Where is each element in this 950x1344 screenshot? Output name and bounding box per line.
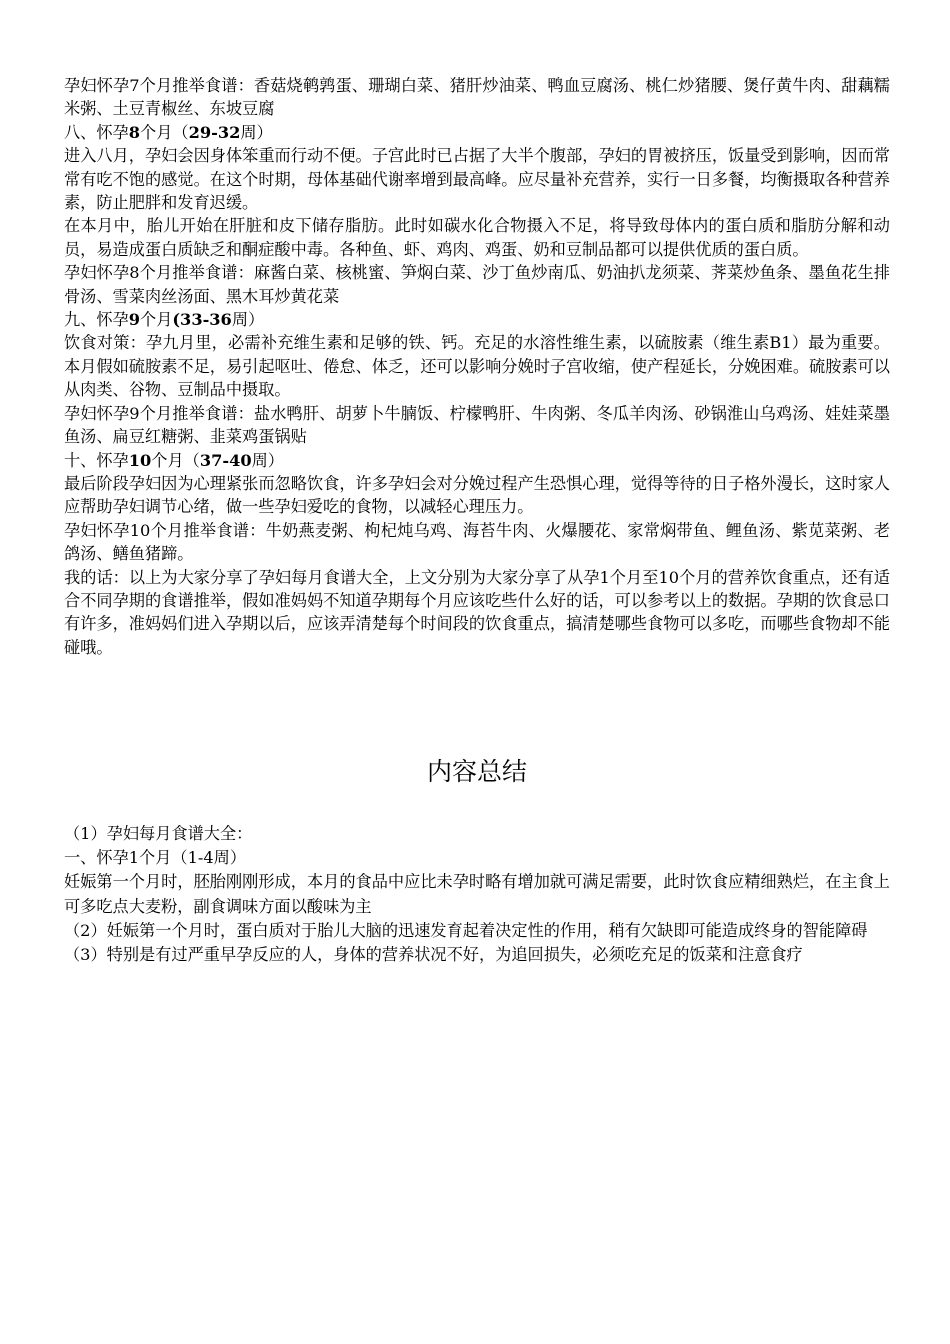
summary-item-1: （1）孕妇每月食谱大全： <box>64 824 253 843</box>
month9-heading-weeks: (33-36 <box>172 310 232 330</box>
summary-section <box>64 822 890 967</box>
month9-paragraph-1: 饮食对策：孕九月里，必需补充维生素和足够的铁、钙。充足的水溶性维生素，以硫胺素（维生素B1）最为重要。本月假如硫胺素不足，易引起呕吐、倦怠、体乏，还可以影响分娩时子宫收缩，使产程延长，分娩困难。硫胺素可以从肉类、谷物、豆制品中摄取。 <box>64 333 890 400</box>
month9-heading-mid: 个月 <box>140 310 173 330</box>
month10-heading-prefix: 十、怀孕 <box>64 450 129 470</box>
summary-item-1-body: 妊娠第一个月时，胚胎刚刚形成，本月的食品中应比未孕时略有增加就可满足需要，此时饮食应精细熟烂，在主食上可多吃点大麦粉，副食调味方面以酸味为主 <box>64 872 890 916</box>
summary-item-1-heading: 一、怀孕1个月（1-4周） <box>64 848 247 868</box>
month8-heading-weeks: 29-32 <box>188 122 241 142</box>
month9-heading-num: 9 <box>128 310 141 330</box>
document-body <box>64 74 890 965</box>
month10-heading-num: 10 <box>128 450 152 470</box>
month10-heading-suffix: 周） <box>251 450 284 470</box>
month7-recipes: 孕妇怀孕7个月推举食谱：香菇烧鹌鹑蛋、珊瑚白菜、猪肝炒油菜、鸭血豆腐汤、桃仁炒猪腰、煲仔黄牛肉、甜藕糯米粥、土豆青椒丝、东坡豆腐 <box>64 76 890 119</box>
month10-heading-mid: 个月（ <box>151 450 200 470</box>
month8-recipes: 孕妇怀孕8个月推举食谱：麻酱白菜、核桃蜜、笋焖白菜、沙丁鱼炒南瓜、奶油扒龙须菜、荠菜炒鱼条、墨鱼花生排骨汤、雪菜肉丝汤面、黑木耳炒黄花菜 <box>64 263 890 306</box>
month8-paragraph-2: 在本月中，胎儿开始在肝脏和皮下储存脂肪。此时如碳水化合物摄入不足，将导致母体内的蛋白质和脂肪分解和动员，易造成蛋白质缺乏和酮症酸中毒。各种鱼、虾、鸡肉、鸡蛋、奶和豆制品都可以提供优质的蛋白质。 <box>64 216 890 259</box>
month9-heading-prefix: 九、怀孕 <box>64 310 129 330</box>
month8-heading-suffix: 周） <box>240 122 273 142</box>
month8-heading <box>64 121 890 144</box>
summary-title: 内容总结 <box>426 757 527 786</box>
month8-heading-num: 8 <box>128 122 141 142</box>
month8-paragraph-1: 进入八月，孕妇会因身体笨重而行动不便。子宫此时已占据了大半个腹部，孕妇的胃被挤压，饭量受到影响，因而常常有吃不饱的感觉。在这个时期，母体基础代谢率增到最高峰。应尽量补充营养，实行一日多餐，均衡摄取各种营养素，防止肥胖和发育迟缓。 <box>64 146 890 213</box>
month8-heading-prefix: 八、怀孕 <box>64 122 129 142</box>
summary-item-3: （3）特别是有过严重早孕反应的人，身体的营养状况不好，为追回损失，必须吃充足的饭菜和注意食疗 <box>64 945 803 965</box>
conclusion-paragraph: 我的话：以上为大家分享了孕妇每月食谱大全，上文分别为大家分享了从孕1个月至10个月的营养饮食重点，还有适合不同孕期的食谱推举，假如准妈妈不知道孕期每个月应该吃些什么好的话，可以参考以上的数据。孕期的饮食忌口有许多，准妈妈们进入孕期以后，应该弄清楚每个时间段的饮食重点，搞清楚哪些食物可以多吃，而哪些食物却不能碰哦。 <box>64 567 890 657</box>
month9-recipes: 孕妇怀孕9个月推举食谱：盐水鸭肝、胡萝卜牛腩饭、柠檬鸭肝、牛肉粥、冬瓜羊肉汤、砂锅淮山乌鸡汤、娃娃菜墨鱼汤、扁豆红糖粥、韭菜鸡蛋锅贴 <box>64 403 890 447</box>
month10-recipes: 孕妇怀孕10个月推举食谱：牛奶燕麦粥、枸杞炖乌鸡、海苔牛肉、火爆腰花、家常焖带鱼、鲤鱼汤、紫苋菜粥、老鸽汤、鳝鱼猪蹄。 <box>64 520 890 564</box>
month8-heading-mid: 个月（ <box>140 122 189 142</box>
month10-paragraph-1: 最后阶段孕妇因为心理紧张而忽略饮食，许多孕妇会对分娩过程产生恐惧心理，觉得等待的日子格外漫长，这时家人应帮助孕妇调节心绪，做一些孕妇爱吃的食物，以减轻心理压力。 <box>64 473 890 517</box>
month9-heading-suffix: 周） <box>231 310 265 330</box>
month10-heading <box>64 449 890 472</box>
month9-heading <box>64 308 890 331</box>
month10-heading-weeks: 37-40 <box>199 450 252 470</box>
summary-item-2: （2）妊娠第一个月时，蛋白质对于胎儿大脑的迅速发育起着决定性的作用，稍有欠缺即可能造成终身的智能障碍 <box>64 920 868 940</box>
